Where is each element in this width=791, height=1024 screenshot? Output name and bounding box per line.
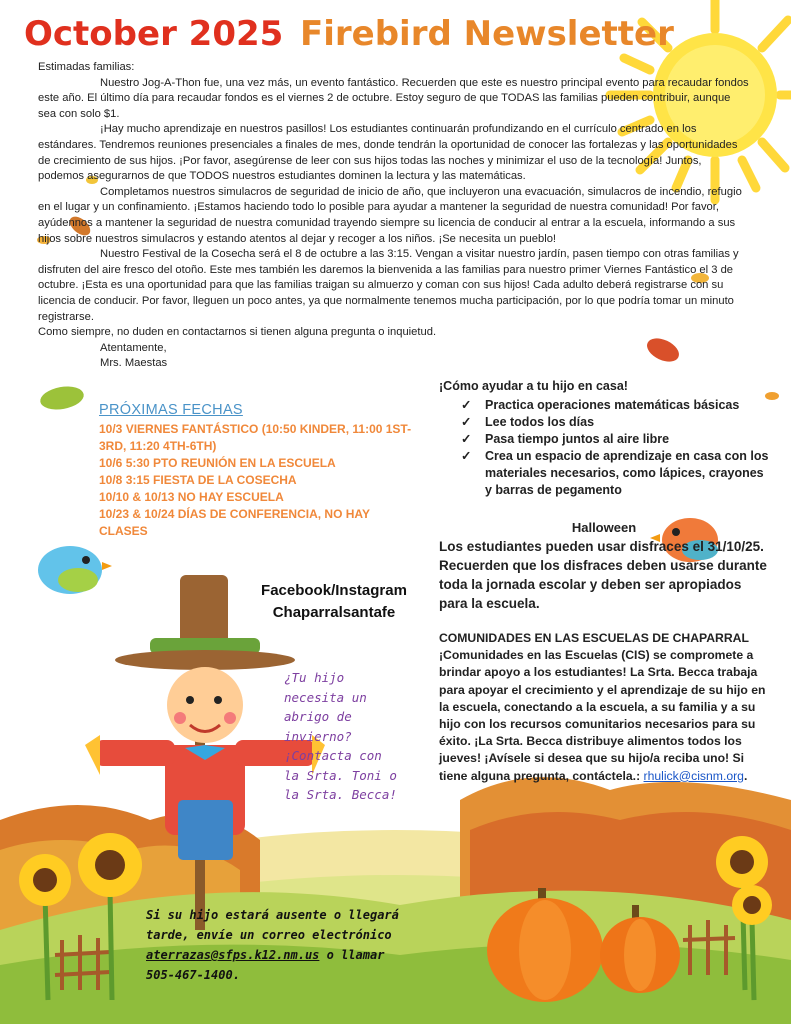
halloween-text: Los estudiantes pueden usar disfraces el 31/10/25. Recuerden que los disfraces deben usarse durante toda la jornada escolar y deben ser apropiados para la escuela. xyxy=(439,539,767,611)
upcoming-dates xyxy=(99,402,419,540)
newsletter-month: October 2025 xyxy=(24,14,284,54)
list-item: ✓ Practica operaciones matemáticas básicas xyxy=(461,398,740,412)
absence-call-text: o llamar xyxy=(326,948,385,962)
event-item: 10/3 VIERNES FANTÁSTICO (10:50 KINDER, 11:00 1ST-3RD, 11:20 4TH-6TH) xyxy=(99,422,412,453)
upcoming-dates-heading: PRÓXIMAS FECHAS xyxy=(99,402,243,418)
event-item: 10/8 3:15 FIESTA DE LA COSECHA xyxy=(99,473,297,487)
checkmark-icon: ✓ xyxy=(461,415,472,429)
help-heading: ¡Cómo ayudar a tu hijo en casa! xyxy=(439,379,628,393)
autumn-hills xyxy=(0,777,791,1024)
letter-closing: Como siempre, no duden en contactarnos si tienen alguna pregunta o inquietud. xyxy=(38,326,437,339)
letter-paragraph: Nuestro Festival de la Cosecha será el 8 de octubre a las 3:15. Vengan a visitar nuestro jardín, pasen tiempo con otras familias y disfruten del aire fresco del otoño. Este mes también les daremos la bienvenida a las familias para nuestro primer Viernes Fantástico el 3 de octubre. ¡Esta es una oportunidad para que las familias traigan su almuerzo y coman con sus hijos! Cada adulto deberá registrarse con su licencia de conducir. Por favor, lleguen un poco antes, ya que normalmente tenemos mucha participación, por lo que podría tomar un minuto registrarse. xyxy=(38,248,739,323)
principal-letter xyxy=(38,60,750,372)
checkmark-icon: ✓ xyxy=(461,449,472,463)
cis-heading: COMUNIDADES EN LAS ESCUELAS DE CHAPARRAL xyxy=(439,631,749,645)
cis-section xyxy=(439,630,769,785)
newsletter-title: Firebird Newsletter xyxy=(300,14,674,54)
social-handle[interactable]: Chaparralsantafe xyxy=(272,604,396,621)
letter-signoff: Atentamente, xyxy=(100,341,167,354)
event-item: 10/23 & 10/24 DÍAS DE CONFERENCIA, NO HAY CLASES xyxy=(99,507,370,538)
list-item: ✓ Crea un espacio de aprendizaje en casa con los materiales necesarios, como lápices, crayones y barras de pegamento xyxy=(461,449,769,497)
letter-signature: Mrs. Maestas xyxy=(100,357,168,370)
letter-paragraph: Completamos nuestros simulacros de seguridad de inicio de año, que incluyeron una evacuación, simulacros de incendio, refugio en el lugar y un confinamiento. ¡Estamos haciendo todo lo posible para ayudar a mantener la seguridad de nuestra comunidad! Por favor, ayúdennos a mantener la seguridad de nuestra comunidad trayendo siempre su licencia de conducir al entrar a la escuela, informando a sus hijos sobre nuestros simulacros y estando atentos al dejar y recoger a los niños. ¡Se necesita un pueblo! xyxy=(38,185,742,245)
checkmark-icon: ✓ xyxy=(461,398,472,412)
list-item: ✓ Lee todos los días xyxy=(461,415,595,429)
list-item: ✓ Pasa tiempo juntos al aire libre xyxy=(461,432,670,446)
event-item: 10/6 5:30 PTO REUNIÓN EN LA ESCUELA xyxy=(99,456,336,470)
absence-text: Si su hijo estará ausente o llegará tarde, envíe un correo electrónico xyxy=(146,908,399,942)
checkmark-icon: ✓ xyxy=(461,432,472,446)
absence-phone: 505-467-1400. xyxy=(146,968,240,982)
letter-paragraph: Nuestro Jog-A-Thon fue, una vez más, un evento fantástico. Recuerden que este es nuestro principal evento para recaudar fondos este año. El último día para recaudar fondos es el viernes 2 de octubre. Estoy seguro de que TODAS las familias pueden contribuir, aunque sea con solo $1. xyxy=(38,76,749,120)
social-platforms: Facebook/Instagram xyxy=(261,582,407,599)
social-media xyxy=(244,580,424,624)
winter-coat-note: ¿Tu hijo necesita un abrigo de invierno? ¡Contacta con la Srta. Toni o la Srta. Becca! xyxy=(284,670,397,802)
letter-paragraph: ¡Hay mucho aprendizaje en nuestros pasillos! Los estudiantes continuarán profundizando en el currículo centrado en los estándares. Tendremos reuniones presenciales a finales de mes, donde tendrán la oportunidad de conocer las fortalezas y las oportunidades de crecimiento de sus hijos. ¡Por favor, asegúrense de leer con sus hijos todas las noches y minimizar el uso de la tecnología! Juntos, podemos asegurarnos de que TODOS nuestros estudiantes dominen la lectura y las matemáticas. xyxy=(38,123,738,183)
absence-email-link[interactable]: aterrazas@sfps.k12.nm.us xyxy=(146,948,320,962)
halloween-section xyxy=(439,518,769,613)
cis-text: ¡Comunidades en las Escuelas (CIS) se compromete a brindar apoyo a los estudiantes! La Srta. Becca trabaja para apoyar el crecimiento y el aprendizaje de su hijo en la escuela, conectando a la escuela, a su familia y a su hijo con los recursos comunitarios necesarios para su éxito. ¡La Srta. Becca distribuye alimentos todos los jueves! ¡Avísele si desea que su hijo/a reciba uno! Si tiene alguna pregunta, contáctela.: rhulick@cisnm.org. xyxy=(439,648,766,783)
halloween-heading: Halloween xyxy=(571,520,637,535)
help-at-home xyxy=(439,378,769,499)
cis-email-link[interactable]: rhulick@cisnm.org xyxy=(643,768,744,783)
event-item: 10/10 & 10/13 NO HAY ESCUELA xyxy=(99,490,284,504)
letter-salutation: Estimadas familias: xyxy=(38,61,135,73)
help-list xyxy=(439,397,769,499)
absence-note xyxy=(146,905,416,985)
